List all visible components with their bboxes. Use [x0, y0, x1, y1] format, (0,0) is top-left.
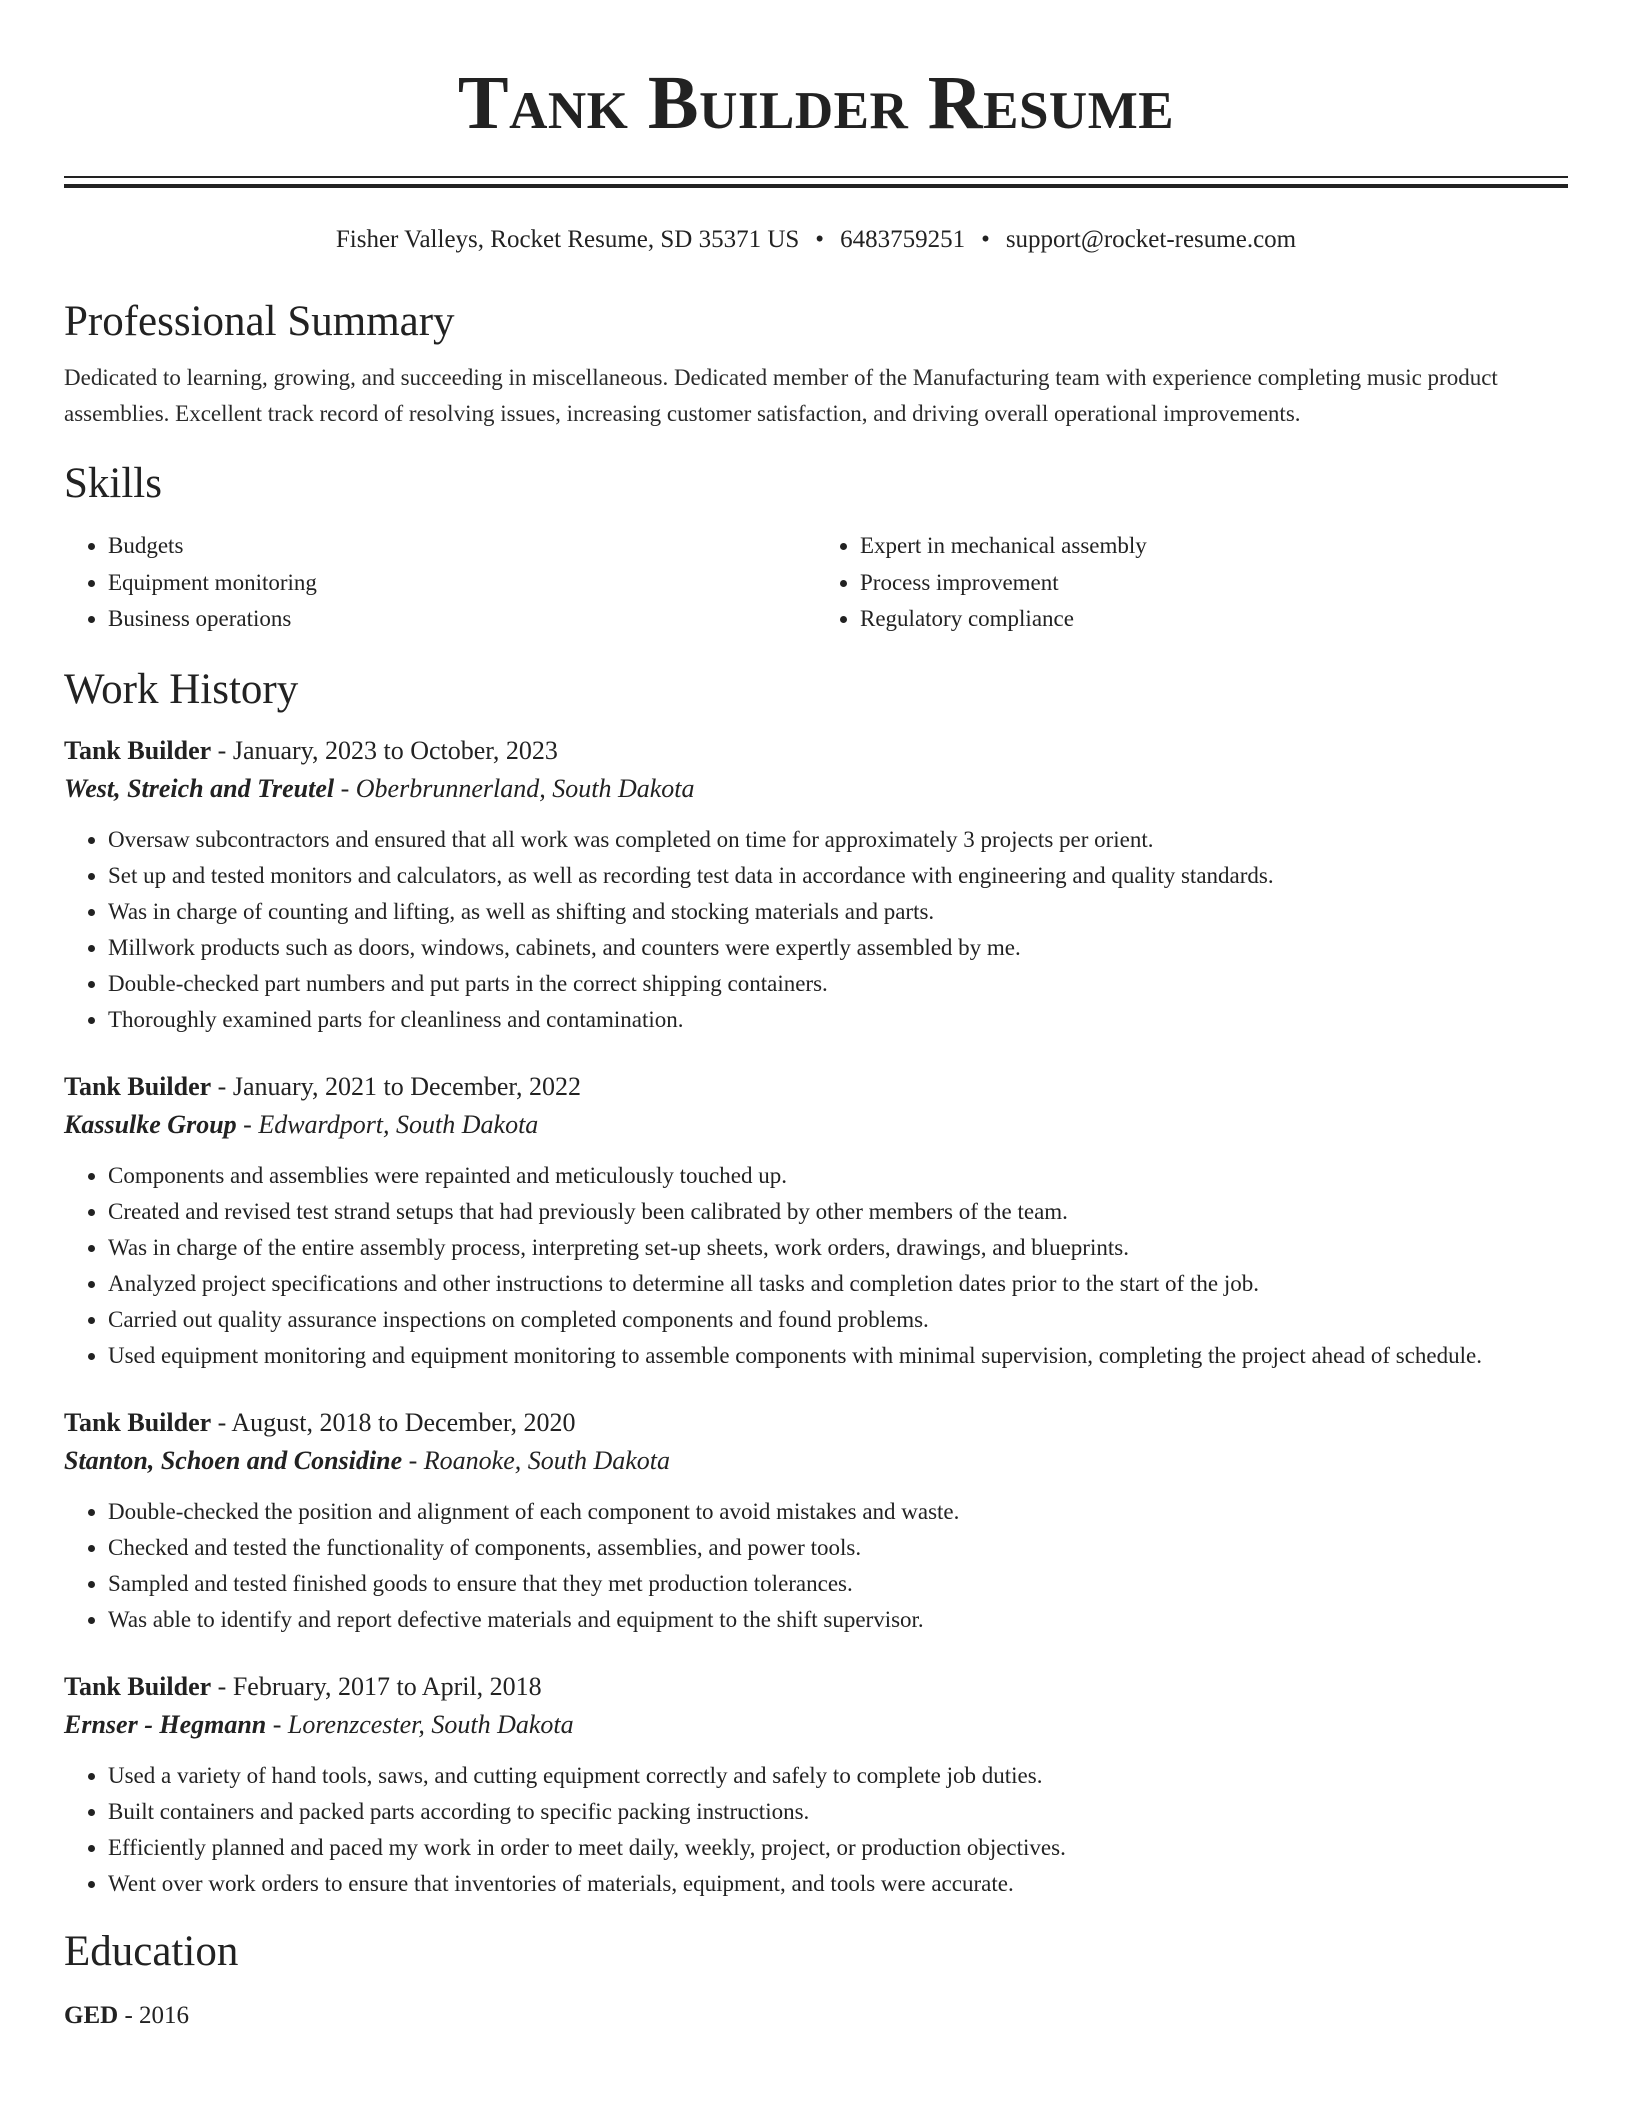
- job-bullets: [64, 1494, 1568, 1638]
- job-bullet: • Was in charge of the entire assembly process, interpreting set-up sheets, work orders, drawings, and blueprints.: [108, 1230, 1568, 1266]
- skills-heading: Skills: [64, 460, 162, 507]
- job-bullets: [64, 822, 1568, 1038]
- job-bullet: • Oversaw subcontractors and ensured that all work was completed on time for approximately 3 projects per orient.: [108, 822, 1568, 858]
- job-entry: [64, 1404, 1568, 1638]
- job-bullet: • Millwork products such as doors, windows, cabinets, and counters were expertly assembled by me.: [108, 930, 1568, 966]
- job-location: - Oberbrunnerland, South Dakota: [334, 773, 695, 803]
- skill-item: • Expert in mechanical assembly: [860, 528, 1568, 565]
- contact-line: [64, 224, 1568, 256]
- job-bullet: • Carried out quality assurance inspections on completed components and found problems.: [108, 1302, 1568, 1338]
- job-title: Tank Builder: [64, 1071, 212, 1101]
- job-bullet: • Set up and tested monitors and calculators, as well as recording test data in accordance with engineering and quality standards.: [108, 858, 1568, 894]
- contact-separator: •: [981, 226, 990, 253]
- education-year: - 2016: [118, 2001, 190, 2029]
- education-degree: GED: [64, 2001, 119, 2029]
- contact-phone: 6483759251: [840, 226, 966, 253]
- job-bullet: • Was able to identify and report defective materials and equipment to the shift supervisor.: [108, 1602, 1568, 1638]
- contact-separator: •: [815, 226, 825, 253]
- job-bullet: • Went over work orders to ensure that inventories of materials, equipment, and tools were accurate.: [108, 1866, 1568, 1902]
- skills-column-2: [816, 528, 1568, 638]
- work-history-heading: Work History: [64, 665, 299, 713]
- job-company-line: [64, 1706, 1568, 1744]
- job-company: Ernser - Hegmann: [64, 1709, 267, 1739]
- job-dates: - January, 2023 to October, 2023: [211, 735, 558, 765]
- skills-list: [64, 528, 1568, 638]
- job-company-line: [64, 1106, 1568, 1144]
- resume-title: Tank Builder Resume: [457, 61, 1175, 145]
- job-bullet: • Built containers and packed parts according to specific packing instructions.: [108, 1794, 1568, 1830]
- job-bullet: • Sampled and tested finished goods to ensure that they met production tolerances.: [108, 1566, 1568, 1602]
- job-bullet: • Checked and tested the functionality of components, assemblies, and power tools.: [108, 1530, 1568, 1566]
- job-dates: - February, 2017 to April, 2018: [211, 1671, 542, 1701]
- job-bullet: • Analyzed project specifications and other instructions to determine all tasks and completion dates prior to the start of the job.: [108, 1266, 1568, 1302]
- job-company-line: [64, 1442, 1568, 1480]
- job-bullet: • Used a variety of hand tools, saws, and cutting equipment correctly and safely to complete job duties.: [108, 1758, 1568, 1794]
- job-bullet: • Efficiently planned and paced my work in order to meet daily, weekly, project, or production objectives.: [108, 1830, 1568, 1866]
- job-bullet: • Thoroughly examined parts for cleanliness and contamination.: [108, 1002, 1568, 1038]
- job-entry: [64, 1068, 1568, 1374]
- job-bullet: • Double-checked part numbers and put parts in the correct shipping containers.: [108, 966, 1568, 1002]
- job-bullet: • Used equipment monitoring and equipment monitoring to assemble components with minimal supervision, completing the project ahead of schedule.: [108, 1338, 1568, 1374]
- job-entry: [64, 1668, 1568, 1902]
- job-company: Stanton, Schoen and Considine: [64, 1445, 403, 1475]
- job-company: Kassulke Group: [64, 1109, 237, 1139]
- job-title-line: [64, 732, 1568, 770]
- contact-email: support@rocket-resume.com: [1005, 226, 1297, 253]
- job-title: Tank Builder: [64, 1671, 212, 1701]
- skill-item: • Regulatory compliance: [860, 601, 1568, 638]
- job-bullet: • Double-checked the position and alignment of each component to avoid mistakes and waste.: [108, 1494, 1568, 1530]
- education-entry: [64, 1998, 1568, 2034]
- job-dates: - January, 2021 to December, 2022: [211, 1071, 581, 1101]
- job-location: - Edwardport, South Dakota: [236, 1109, 539, 1139]
- contact-address: Fisher Valleys, Rocket Resume, SD 35371 US: [335, 226, 800, 253]
- job-bullet: • Created and revised test strand setups that had previously been calibrated by other members of the team.: [108, 1194, 1568, 1230]
- job-dates: - August, 2018 to December, 2020: [211, 1407, 576, 1437]
- job-title-line: [64, 1668, 1568, 1706]
- job-location: - Lorenzcester, South Dakota: [266, 1709, 574, 1739]
- skill-item: • Equipment monitoring: [108, 565, 816, 602]
- job-bullet: • Was in charge of counting and lifting, as well as shifting and stocking materials and parts.: [108, 894, 1568, 930]
- skill-item: • Budgets: [108, 528, 816, 565]
- education-heading: Education: [64, 1927, 239, 1975]
- job-location: - Roanoke, South Dakota: [402, 1445, 671, 1475]
- job-title: Tank Builder: [64, 735, 212, 765]
- job-entry: [64, 732, 1568, 1038]
- job-title-line: [64, 1404, 1568, 1442]
- job-title: Tank Builder: [64, 1407, 212, 1437]
- job-bullets: [64, 1158, 1568, 1374]
- job-bullets: [64, 1758, 1568, 1902]
- skill-item: • Process improvement: [860, 565, 1568, 602]
- summary-text: Dedicated to learning, growing, and succeeding in miscellaneous. Dedicated member of the Manufacturing team with experience completing music product assemblies. Excellent track record of resolving issues, increasing customer satisfaction, and driving overall operational improvements.: [64, 365, 1498, 426]
- job-title-line: [64, 1068, 1568, 1106]
- job-bullet: • Components and assemblies were repainted and meticulously touched up.: [108, 1158, 1568, 1194]
- summary-heading: Professional Summary: [64, 298, 455, 345]
- title-divider: [64, 176, 1568, 188]
- job-company-line: [64, 770, 1568, 808]
- job-company: West, Streich and Treutel: [64, 773, 335, 803]
- skill-item: • Business operations: [108, 601, 816, 638]
- skills-column-1: [64, 528, 816, 638]
